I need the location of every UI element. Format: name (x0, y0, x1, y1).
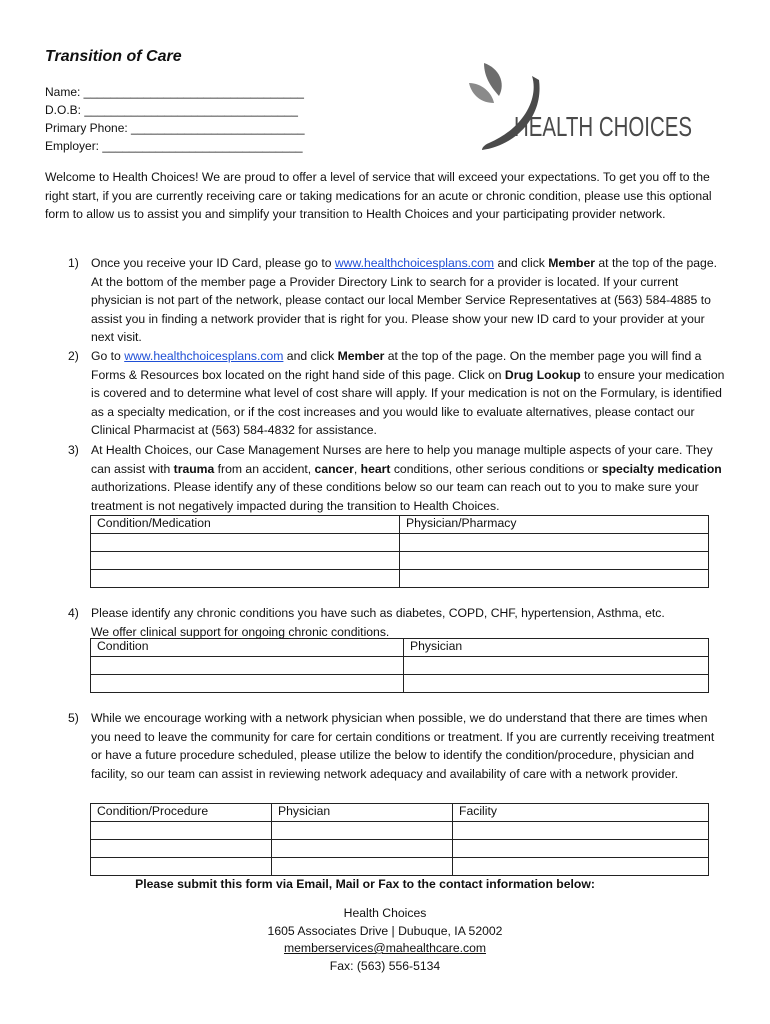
employer-field[interactable]: Employer: ______________________________ (45, 139, 303, 153)
table-header: Condition/Procedure (91, 804, 272, 822)
table-header: Physician/Pharmacy (400, 516, 709, 534)
table-cell[interactable] (272, 858, 453, 876)
personal-info-fields (45, 83, 305, 155)
website-link[interactable]: www.healthchoicesplans.com (334, 256, 495, 270)
table-cell[interactable] (453, 858, 709, 876)
address: 1605 Associates Drive | Dubuque, IA 52002 (267, 923, 503, 938)
table-cell[interactable] (91, 657, 404, 675)
list-item-1: 1) Once you receive your ID Card, please go to www.healthchoicesplans.com and click Member at the top of the page. At the bottom of the member page a Provider Directory Link to search for a provider is located. If your current physician is not part of the network, please contact our local Member Service Representatives at (563) 584-4885 to assist you in finding a network provider that is right for you. Please show your new ID card to your provider at your next visit. (68, 256, 717, 344)
table-header: Physician (272, 804, 453, 822)
table-header: Facility (453, 804, 709, 822)
table-cell[interactable] (91, 534, 400, 552)
condition-medication-table (90, 515, 709, 588)
logo-text: HEALTH CHOICES (514, 111, 692, 142)
table-cell[interactable] (91, 822, 272, 840)
org-name: Health Choices (343, 906, 427, 920)
list-item-4: 4) Please identify any chronic conditions you have such as diabetes, COPD, CHF, hypertension, Asthma, etc. We offer clinical support for ongoing chronic conditions. (68, 606, 665, 639)
table-cell[interactable] (453, 840, 709, 858)
table-header: Physician (404, 639, 709, 657)
table-cell[interactable] (91, 570, 400, 588)
phone-field[interactable]: Primary Phone: __________________________ (45, 121, 305, 135)
website-link[interactable]: www.healthchoicesplans.com (124, 349, 284, 363)
table-cell[interactable] (91, 675, 404, 693)
table-cell[interactable] (91, 840, 272, 858)
name-field[interactable]: Name: _________________________________ (45, 85, 304, 99)
table-cell[interactable] (400, 552, 709, 570)
item-number: 2) (68, 349, 79, 363)
item-number: 4) (68, 606, 79, 620)
table-header: Condition/Medication (91, 516, 400, 534)
table-cell[interactable] (453, 822, 709, 840)
list-item-2: 2) Go to www.healthchoicesplans.com and click Member at the top of the page. On the member page you will find a Forms & Resources box located on the right hand side of this page. Click on Drug Lookup to ensure your medication is covered and to determine what level of cost share will apply. If your medication is not on the Formulary, is identified as a specialty medication, or if the cost increases and you would like to evaluate alternatives, please contact our Clinical Pharmacist at (563) 584-4832 for assistance. (68, 349, 725, 437)
table-cell[interactable] (91, 552, 400, 570)
procedure-table (90, 803, 709, 876)
item-number: 5) (68, 711, 79, 725)
table-cell[interactable] (404, 675, 709, 693)
submit-instructions: Please submit this form via Email, Mail or Fax to the contact information below: (135, 877, 595, 891)
health-choices-logo (444, 58, 694, 153)
fax-number: Fax: (563) 556-5134 (329, 958, 441, 973)
list-item-5: 5) While we encourage working with a network physician when possible, we do understand that there are times when you need to leave the community for care for certain conditions or treatment. If you are currently receiving treatment or have a future procedure scheduled, please utilize the below to identify the condition/procedure, physician and facility, so our team can assist in reviewing network adequacy and availability of care with a network provider. (68, 711, 715, 781)
table-cell[interactable] (272, 822, 453, 840)
table-cell[interactable] (404, 657, 709, 675)
email-link[interactable]: memberservices@mahealthcare.com (283, 941, 487, 955)
list-item-3: 3) At Health Choices, our Case Management Nurses are here to help you manage multiple aspects of your care. They can assist with trauma from an accident, cancer, heart conditions, other serious conditions or specialty medication authorizations. Please identify any of these conditions below so our team can reach out to you to make sure your treatment is not negatively impacted during the transition to Health Choices. (68, 443, 722, 513)
table-cell[interactable] (400, 570, 709, 588)
leaf-icon (444, 58, 694, 153)
table-header: Condition (91, 639, 404, 657)
item-number: 3) (68, 443, 79, 457)
intro-paragraph: Welcome to Health Choices! We are proud to offer a level of service that will exceed your expectations. To get you off to the right start, if you are currently receiving care or taking medications for an acute or chronic condition, please use this optional form to allow us to assist you and simplify your transition to Health Choices and your participating provider network. (45, 170, 712, 221)
page-title: Transition of Care (45, 48, 182, 65)
chronic-conditions-table (90, 638, 709, 693)
table-cell[interactable] (272, 840, 453, 858)
table-cell[interactable] (91, 858, 272, 876)
table-cell[interactable] (400, 534, 709, 552)
item-number: 1) (68, 256, 79, 270)
contact-footer (0, 905, 770, 975)
dob-field[interactable]: D.O.B: ________________________________ (45, 103, 298, 117)
